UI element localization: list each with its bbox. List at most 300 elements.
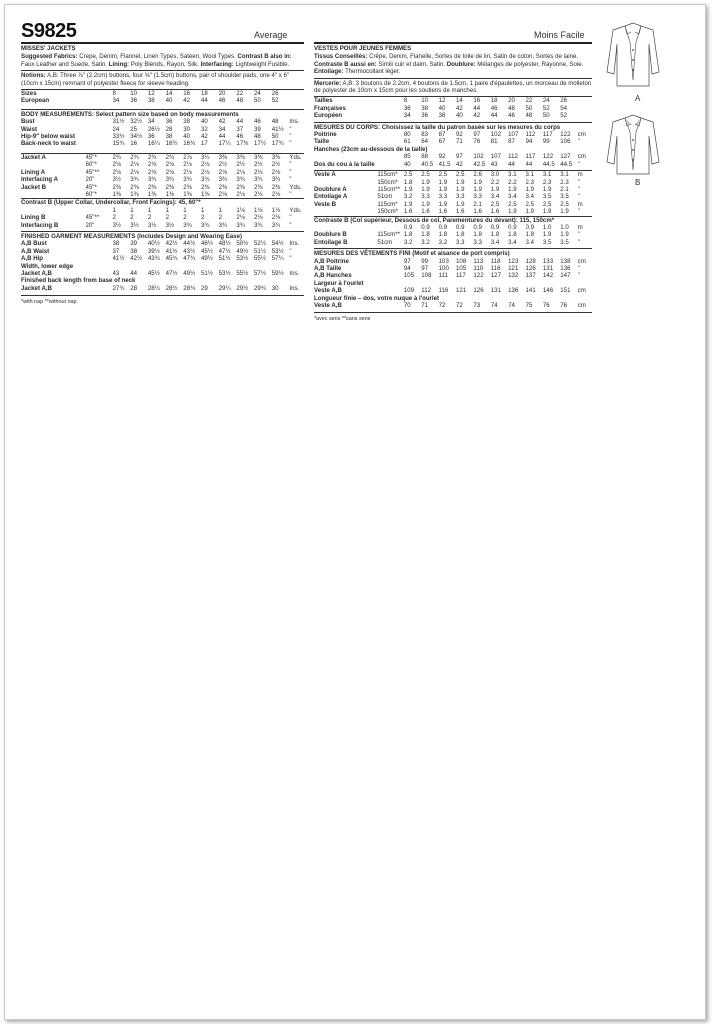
table-cell: 0.9	[473, 223, 482, 231]
table-cell: 1.9	[508, 185, 517, 193]
yardage-b-table-fr	[314, 224, 592, 246]
section-title: MISSES' JACKETS	[21, 45, 76, 52]
table-cell: "	[577, 138, 580, 146]
table-cell: 44½	[183, 240, 196, 248]
table-cell: 83	[421, 131, 429, 139]
table-cell: 31½	[112, 118, 125, 126]
table-cell: 123	[508, 257, 519, 265]
table-cell: 29¾	[254, 284, 266, 292]
table-cell: 109	[403, 287, 415, 295]
table-cell: 2.1	[473, 200, 482, 208]
row-label: Sizes	[21, 90, 37, 98]
table-cell	[578, 97, 592, 104]
table-cell: 136	[560, 264, 571, 272]
table-cell: 105	[403, 272, 415, 280]
table-cell	[86, 140, 113, 147]
table-cell: 1	[165, 206, 169, 214]
row-label: Françaises	[314, 104, 346, 112]
table-cell: 3.1	[542, 171, 552, 179]
sizes-table-fr	[314, 97, 592, 119]
table-cell: 3.4	[508, 193, 517, 201]
table-cell: 38	[438, 112, 446, 120]
table-cell: 1.9	[456, 200, 465, 208]
row-label	[21, 191, 86, 198]
row-label: Poitrine	[314, 131, 337, 139]
table-cell	[377, 302, 404, 309]
table-cell: 2.5	[456, 171, 465, 179]
table-cell: cm	[577, 131, 586, 139]
table-cell: 40	[438, 104, 446, 112]
table-row	[314, 171, 592, 178]
table-cell: 1	[147, 206, 152, 214]
table-cell: 3½	[130, 221, 139, 229]
table-cell: 2	[165, 214, 169, 222]
table-cell: 38	[147, 97, 155, 105]
table-cell: 2¾	[147, 153, 157, 161]
table-cell: 113	[473, 257, 484, 265]
table-cell: Yds.	[289, 206, 302, 214]
table-cell: 1.0	[542, 223, 552, 231]
table-row	[314, 265, 592, 272]
yardage-a-table	[21, 154, 304, 198]
table-cell: 43	[112, 269, 120, 277]
difficulty-en: Average	[254, 30, 288, 40]
table-cell	[377, 97, 404, 104]
table-cell: 1.9	[421, 178, 430, 186]
table-cell: 74	[490, 302, 498, 309]
table-cell: 2.3	[542, 178, 552, 186]
table-cell: "	[289, 133, 292, 141]
table-cell: 2⅜	[254, 183, 263, 191]
width-lower-edge-label-fr: Largeur à l'ourlet	[314, 279, 364, 287]
table-row	[314, 239, 592, 246]
table-cell: 2⅛	[218, 190, 228, 198]
row-label: A,B Taille	[314, 264, 342, 272]
table-cell: 2⅛	[200, 161, 210, 169]
table-cell: 112	[525, 131, 536, 139]
table-cell: 2⅞	[183, 153, 192, 161]
table-cell: 49½	[200, 255, 213, 263]
table-cell: 2⅛	[130, 161, 139, 169]
table-cell: "	[289, 161, 292, 169]
table-cell: 1	[112, 206, 116, 214]
table-cell: 17⅜	[236, 140, 249, 148]
row-label: A,B Poitrine	[314, 257, 349, 265]
table-cell: 1.8	[438, 231, 448, 239]
table-cell: 54	[560, 104, 568, 112]
table-cell: 61	[403, 138, 411, 146]
table-cell: 0.9	[421, 223, 430, 231]
table-row	[21, 169, 304, 176]
table-cell: 47½	[218, 247, 231, 255]
table-cell: 36	[147, 133, 155, 141]
table-cell: 45½	[147, 269, 160, 277]
table-cell: 1	[130, 206, 134, 214]
table-cell: 46	[218, 97, 226, 105]
table-cell: 48	[525, 112, 533, 120]
table-cell: "	[577, 193, 580, 201]
table-cell: 45"*	[85, 153, 97, 161]
table-cell: 92	[456, 131, 463, 139]
row-label	[314, 224, 377, 231]
table-cell: 51½	[218, 255, 231, 263]
row-label	[314, 208, 377, 215]
table-cell	[86, 248, 113, 255]
row-label: Jacket A,B	[21, 269, 52, 277]
table-cell: 40	[165, 97, 173, 105]
table-row	[314, 208, 592, 215]
table-cell: 24	[542, 97, 550, 105]
table-cell: "	[577, 185, 580, 193]
table-cell: 2⅛	[183, 168, 192, 176]
table-cell: 52½	[254, 240, 266, 248]
table-cell: 117	[525, 153, 536, 161]
back-length-table	[21, 285, 304, 292]
table-cell: 3.1	[508, 171, 517, 179]
table-cell: 16¾	[183, 140, 196, 148]
table-cell: 8	[403, 97, 408, 105]
table-cell: 2.2	[508, 178, 517, 186]
row-label: Interfacing A	[21, 176, 59, 184]
table-cell	[578, 105, 592, 112]
table-cell: 2.3	[560, 178, 569, 186]
table-cell: 42	[456, 104, 463, 112]
table-cell: 3.5	[542, 238, 552, 246]
table-cell: 44	[473, 104, 481, 112]
table-cell: 43¾	[147, 255, 160, 263]
table-cell: 3.5	[542, 193, 552, 201]
table-cell: 81	[490, 138, 498, 146]
table-cell: 97	[421, 264, 429, 272]
table-cell	[86, 97, 113, 104]
table-cell: 17¼	[218, 140, 231, 148]
table-cell: 36	[403, 104, 411, 112]
table-cell: 48	[254, 133, 261, 141]
table-cell: 33½	[112, 133, 125, 141]
table-cell	[377, 105, 404, 112]
table-row	[314, 193, 592, 200]
table-cell: 50	[254, 97, 261, 105]
row-label: Lining A	[21, 168, 46, 176]
table-cell: 16½	[165, 140, 178, 148]
table-cell: 3¾	[165, 176, 175, 184]
table-cell: 14	[456, 97, 463, 105]
table-cell: 2⅜	[218, 183, 228, 191]
table-cell: Yds.	[289, 153, 302, 161]
table-cell: 47¾	[183, 255, 196, 263]
table-cell: 0.9	[438, 223, 448, 231]
contrast-b-title-fr: Contraste B (Col supérieur, Dessous de col, Parementures du devant): 115, 150cm*	[314, 216, 555, 224]
row-label: A,B Bust	[21, 240, 47, 248]
table-cell: 34	[112, 97, 120, 105]
table-cell: 10	[421, 97, 429, 105]
table-cell: 54½	[271, 240, 284, 248]
table-cell: 0.9	[403, 223, 413, 231]
table-cell: 52	[542, 104, 550, 112]
table-cell: 0.9	[508, 223, 517, 231]
table-cell: 2.1	[560, 185, 569, 193]
table-cell: 46	[490, 104, 498, 112]
table-cell: "	[289, 247, 292, 255]
table-cell: 39	[254, 125, 261, 133]
table-cell: "	[577, 272, 580, 280]
notions-paragraph: Notions: A,B: Three ⅞" (2.2cm) buttons, four ⅝" (1.5cm) buttons, pair of shoulder pads, one 4" x 6" (10cm x 15cm) remnant of polyester fleece for sleeve heading.	[21, 72, 289, 87]
table-cell: 1.9	[473, 185, 482, 193]
table-cell: 3.1	[525, 171, 535, 179]
table-cell: 108	[456, 257, 467, 265]
table-cell: 45½	[200, 247, 213, 255]
table-cell	[377, 138, 404, 145]
table-cell	[86, 118, 113, 125]
table-cell: 1.9	[508, 208, 517, 216]
table-cell: 2⅜	[183, 183, 192, 191]
footnote-fr: *avec sens **sans sens	[314, 316, 371, 323]
table-cell: 3⅜	[271, 153, 281, 161]
table-cell: 3.3	[473, 238, 482, 246]
table-cell: 142	[542, 272, 554, 280]
table-cell: 46	[236, 133, 244, 141]
table-row	[21, 161, 304, 168]
table-cell: 28½	[165, 284, 178, 292]
table-cell: 1.6	[438, 208, 448, 216]
table-cell: 49½	[236, 247, 249, 255]
table-cell: 0.9	[490, 223, 500, 231]
table-cell: 3¾	[254, 176, 263, 184]
table-cell: 115cm*	[377, 200, 398, 208]
table-row	[21, 248, 304, 255]
table-row	[21, 176, 304, 183]
table-cell: 20"	[85, 176, 95, 184]
table-cell: 34½	[130, 133, 143, 141]
table-cell: 41.5	[438, 160, 451, 168]
table-cell: 55½	[254, 255, 266, 263]
table-cell: 44.5	[542, 160, 555, 168]
table-row	[21, 126, 304, 133]
contrast-b-title: Contrast B (Upper Collar, Undercollar, Front Facings): 45, 60"*	[21, 199, 201, 207]
row-label: Jacket A,B	[21, 284, 52, 292]
table-cell: 2⅜	[130, 183, 139, 191]
body-measurements-table-fr	[314, 131, 592, 146]
table-cell: 29¼	[218, 284, 231, 292]
table-cell: 64	[421, 138, 429, 146]
table-cell: 46½	[200, 240, 213, 248]
table-cell: 2½	[271, 161, 281, 169]
row-label	[21, 207, 86, 214]
table-cell: 25	[130, 125, 138, 133]
table-cell: 20"	[85, 221, 95, 229]
table-cell: 75	[525, 302, 533, 309]
table-row	[21, 285, 304, 292]
table-cell: 45¾	[165, 255, 178, 263]
table-cell: 3¾	[236, 176, 245, 184]
table-cell: 1.9	[421, 200, 430, 208]
table-cell: 16	[473, 97, 481, 105]
table-cell: 1.9	[473, 178, 482, 186]
table-cell: 37	[236, 125, 244, 133]
back-length-table-fr	[314, 302, 592, 309]
table-cell: 3.4	[490, 193, 500, 201]
table-cell: Ins.	[289, 284, 300, 292]
body-measurements-table	[21, 118, 304, 148]
table-cell: 1.9	[456, 178, 465, 186]
table-cell: 131	[490, 287, 501, 295]
table-cell: 41½	[271, 125, 284, 133]
table-row	[314, 138, 592, 145]
table-cell: Ins.	[289, 118, 300, 126]
table-cell: 60"*	[85, 161, 97, 169]
fabrics-paragraph-fr: Tissus Conseillés: Crêpe, Denim, Flanelle, Sortes de toile de lin, Satin de coton, Sortes de laine. Contraste B aussi en: Simili cuir et daim, Satin. Doublure: Mélanges de polyester, Rayonne, Soie. Entoilage: Thermocollant léger.	[314, 53, 584, 76]
table-cell: 103	[438, 257, 449, 265]
table-row	[21, 270, 304, 277]
table-cell: 122	[542, 153, 554, 161]
table-cell: 138	[560, 257, 571, 265]
table-cell: 126	[473, 287, 484, 295]
table-cell: 48	[271, 118, 279, 126]
table-row	[314, 97, 592, 104]
table-cell: 1	[200, 206, 205, 214]
table-cell: 44	[130, 269, 138, 277]
table-row	[21, 90, 304, 97]
table-cell: 1.9	[542, 185, 552, 193]
table-cell: 122	[473, 272, 484, 280]
table-cell: 26½	[147, 125, 160, 133]
table-cell: 43	[490, 160, 498, 168]
sizes-table	[21, 90, 304, 105]
table-cell: 60"*	[85, 190, 97, 198]
table-cell: 3¾	[254, 221, 263, 229]
table-cell: 71	[456, 138, 463, 146]
table-cell: 50	[271, 133, 279, 141]
table-cell: Yds.	[289, 183, 302, 191]
table-cell: 38	[112, 240, 120, 248]
table-cell: 2⅜	[147, 183, 157, 191]
table-cell: 1.9	[438, 185, 448, 193]
table-cell: 40	[456, 112, 463, 120]
row-label: European	[21, 97, 50, 105]
table-cell: 2.5	[438, 171, 448, 179]
table-cell: 2	[200, 214, 205, 222]
table-row	[21, 222, 304, 229]
table-cell: 2⅛	[200, 168, 210, 176]
width-table	[21, 270, 304, 277]
table-cell: 3.4	[508, 238, 517, 246]
table-cell: 50	[542, 112, 550, 120]
table-cell: 2⅛	[271, 168, 281, 176]
table-cell: 2⅜	[200, 183, 210, 191]
table-cell: 1.8	[403, 231, 413, 239]
row-label: Veste A,B	[314, 287, 342, 295]
jacket-b-sketch	[605, 112, 661, 178]
table-cell: 53½	[271, 247, 284, 255]
yardage-a-table-fr	[314, 171, 592, 215]
table-cell: 115cm**	[377, 231, 400, 239]
table-cell: 2⅜	[165, 183, 175, 191]
table-cell	[377, 224, 404, 231]
table-cell	[377, 287, 404, 294]
table-cell: cm	[577, 287, 586, 295]
table-cell: Ins.	[289, 269, 300, 277]
table-cell: 30	[183, 125, 191, 133]
table-cell: 2	[112, 214, 116, 222]
table-cell: 28	[165, 125, 173, 133]
table-cell: 2⅛	[218, 168, 228, 176]
table-row	[21, 133, 304, 140]
table-cell: 3.4	[525, 238, 535, 246]
table-cell: 2.5	[560, 200, 569, 208]
table-cell: 2	[130, 214, 134, 222]
table-cell: 146	[542, 287, 554, 295]
table-cell: 102	[473, 153, 484, 161]
row-label: Hip-9" below waist	[21, 133, 76, 141]
table-cell: 2	[147, 214, 152, 222]
fabrics-paragraph: Suggested Fabrics: Crepe, Denim, Flannel, Linen Types, Sateen, Wool Types. Contrast B also in: Faux Leather and Suede, Satin. Lining: Poly Blends, Rayon, Silk. Interfacing: Lightweight Fusible.	[21, 53, 292, 68]
table-cell: 102	[490, 131, 501, 139]
table-cell: 32½	[130, 118, 143, 126]
table-cell: "	[289, 125, 292, 133]
table-cell: 1⅜	[183, 190, 192, 198]
row-label: Veste B	[314, 200, 337, 208]
table-cell: 2¾	[130, 153, 139, 161]
row-label: Veste A	[314, 171, 336, 179]
table-cell: 1.8	[421, 231, 430, 239]
table-cell: "	[289, 190, 292, 198]
table-cell: 1.9	[456, 185, 465, 193]
table-cell: 22	[236, 90, 244, 98]
table-cell: 2⅛	[165, 168, 175, 176]
table-cell: 1.6	[456, 208, 465, 216]
table-cell: 112	[508, 153, 518, 161]
table-cell: 1⅛	[236, 206, 245, 214]
row-label: Back-neck to waist	[21, 140, 76, 148]
table-row	[21, 214, 304, 221]
table-cell: 94	[525, 138, 533, 146]
table-cell: 45"**	[85, 168, 100, 176]
table-cell: 28	[130, 284, 138, 292]
table-cell: 2	[183, 214, 187, 222]
table-cell: 2½	[218, 161, 228, 169]
table-cell: 1.8	[525, 231, 535, 239]
table-cell: 24	[112, 125, 120, 133]
table-cell: 1.9	[403, 200, 413, 208]
table-cell: 20	[508, 97, 515, 105]
pattern-number: S9825	[21, 20, 77, 42]
table-cell: 17¾	[271, 140, 284, 148]
table-cell: 87	[438, 131, 446, 139]
table-cell: 24	[254, 90, 261, 98]
table-cell: 2.5	[508, 200, 517, 208]
table-cell: 3⅜	[236, 153, 245, 161]
table-cell: 3.0	[490, 171, 500, 179]
table-cell: 38	[421, 104, 429, 112]
table-cell: 43½	[183, 247, 196, 255]
table-cell: 76	[542, 302, 550, 309]
table-cell: 48½	[218, 240, 231, 248]
table-cell	[377, 258, 404, 265]
table-row	[21, 191, 304, 198]
table-cell: 47½	[165, 269, 178, 277]
table-cell: 122	[560, 131, 571, 139]
table-cell	[86, 255, 113, 262]
table-row	[314, 258, 592, 265]
table-cell: 107	[508, 131, 519, 139]
row-label: Bust	[21, 118, 35, 126]
table-cell: 1.9	[525, 208, 535, 216]
table-cell: 1.9	[438, 178, 448, 186]
table-cell: 70	[403, 302, 411, 309]
table-cell: 1.9	[560, 208, 569, 216]
table-cell: 2⅛	[271, 214, 281, 222]
table-cell: 1⅛	[271, 206, 281, 214]
